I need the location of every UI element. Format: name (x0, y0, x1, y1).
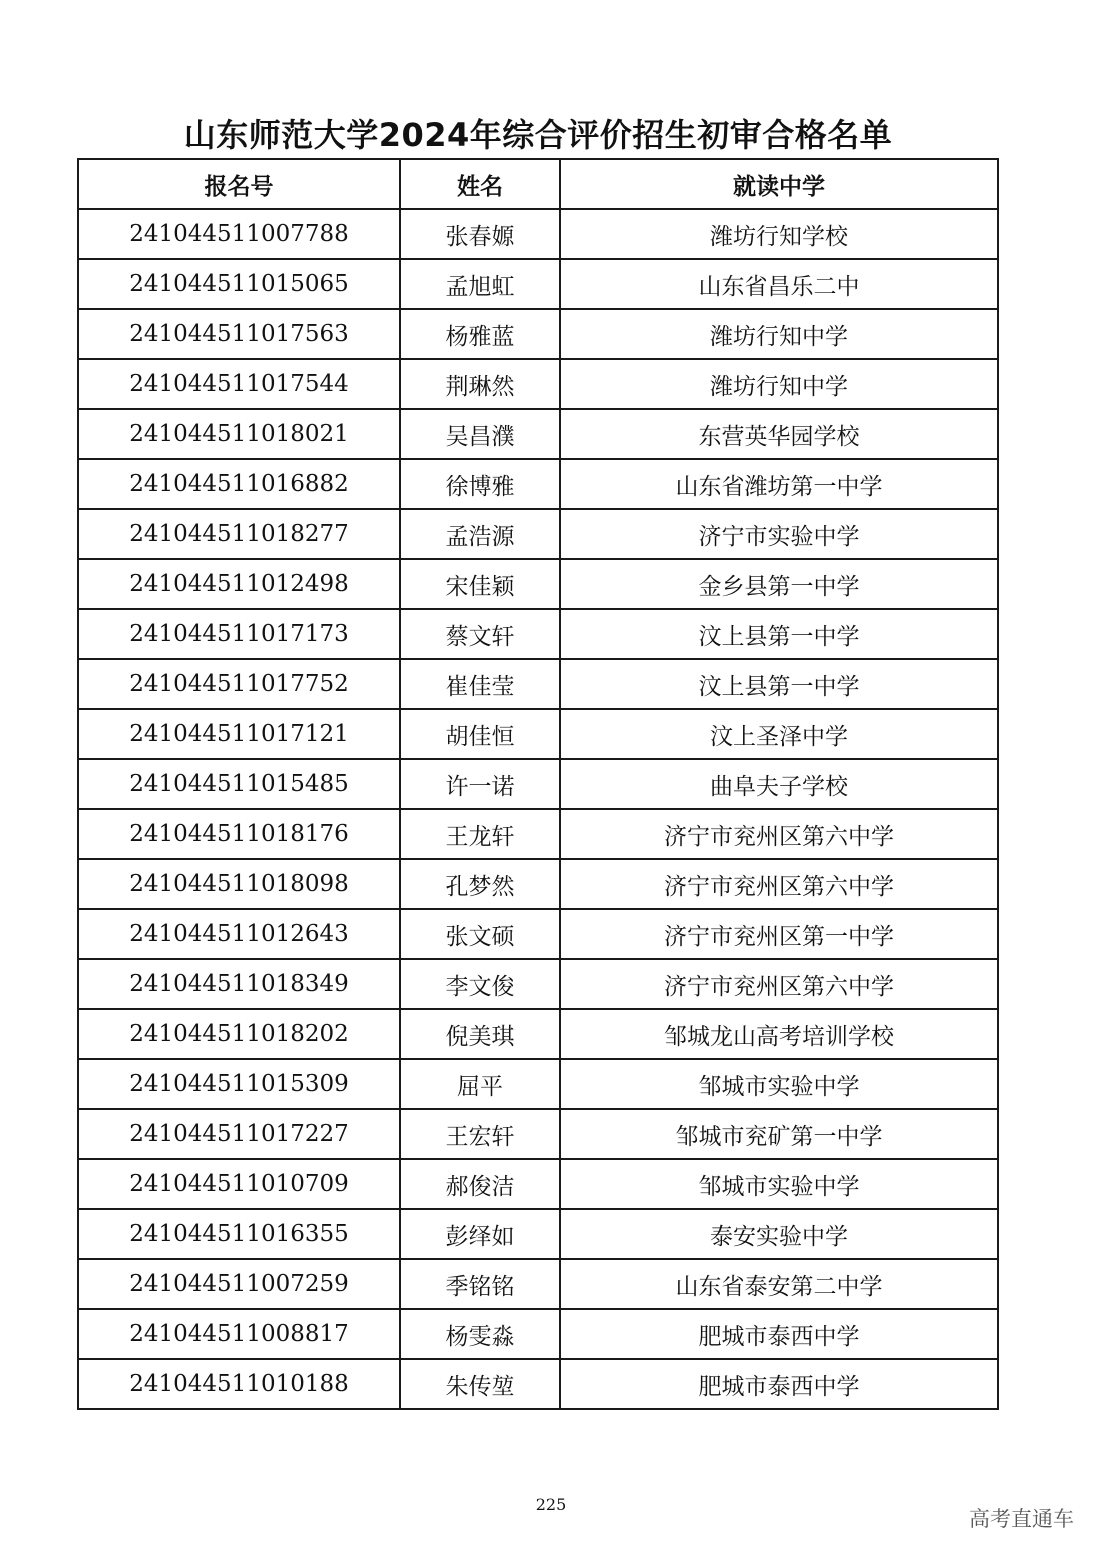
cell-registration-number: 241044511007788 (78, 209, 400, 259)
cell-school: 汶上县第一中学 (560, 659, 998, 709)
cell-school: 邹城市实验中学 (560, 1159, 998, 1209)
table-row (78, 1359, 998, 1409)
cell-registration-number: 241044511018021 (78, 409, 400, 459)
cell-name: 吴昌濮 (400, 409, 560, 459)
cell-name: 孟浩源 (400, 509, 560, 559)
cell-name: 许一诺 (400, 759, 560, 809)
table-row (78, 359, 998, 409)
table-row (78, 659, 998, 709)
cell-name: 杨雯淼 (400, 1309, 560, 1359)
cell-school: 邹城市实验中学 (560, 1059, 998, 1109)
cell-name: 王龙轩 (400, 809, 560, 859)
cell-registration-number: 241044511015065 (78, 259, 400, 309)
cell-name: 荆琳然 (400, 359, 560, 409)
cell-name: 倪美琪 (400, 1009, 560, 1059)
column-header-registration-number: 报名号 (78, 159, 400, 209)
table-row (78, 559, 998, 609)
cell-registration-number: 241044511017173 (78, 609, 400, 659)
cell-name: 彭绎如 (400, 1209, 560, 1259)
cell-name: 宋佳颖 (400, 559, 560, 609)
cell-school: 潍坊行知学校 (560, 209, 998, 259)
cell-school: 汶上县第一中学 (560, 609, 998, 659)
table-row (78, 1209, 998, 1259)
cell-registration-number: 241044511015485 (78, 759, 400, 809)
table-row (78, 1109, 998, 1159)
column-header-name: 姓名 (400, 159, 560, 209)
cell-registration-number: 241044511018176 (78, 809, 400, 859)
cell-school: 潍坊行知中学 (560, 309, 998, 359)
cell-name: 孟旭虹 (400, 259, 560, 309)
table-row (78, 209, 998, 259)
cell-registration-number: 241044511018098 (78, 859, 400, 909)
cell-name: 朱传堃 (400, 1359, 560, 1409)
table-row (78, 959, 998, 1009)
cell-school: 潍坊行知中学 (560, 359, 998, 409)
cell-school: 济宁市实验中学 (560, 509, 998, 559)
cell-name: 屈平 (400, 1059, 560, 1109)
table-body (78, 209, 998, 1409)
cell-school: 山东省昌乐二中 (560, 259, 998, 309)
cell-registration-number: 241044511010188 (78, 1359, 400, 1409)
cell-school: 泰安实验中学 (560, 1209, 998, 1259)
cell-registration-number: 241044511018202 (78, 1009, 400, 1059)
cell-school: 济宁市兖州区第一中学 (560, 909, 998, 959)
table-row (78, 259, 998, 309)
table-row (78, 1009, 998, 1059)
table-row (78, 1259, 998, 1309)
cell-school: 曲阜夫子学校 (560, 759, 998, 809)
cell-registration-number: 241044511016355 (78, 1209, 400, 1259)
cell-registration-number: 241044511008817 (78, 1309, 400, 1359)
table-row (78, 609, 998, 659)
cell-school: 肥城市泰西中学 (560, 1309, 998, 1359)
table-row (78, 709, 998, 759)
cell-registration-number: 241044511015309 (78, 1059, 400, 1109)
cell-name: 郝俊洁 (400, 1159, 560, 1209)
table-row (78, 509, 998, 559)
cell-school: 汶上圣泽中学 (560, 709, 998, 759)
cell-name: 徐博雅 (400, 459, 560, 509)
cell-name: 张春嫄 (400, 209, 560, 259)
cell-registration-number: 241044511007259 (78, 1259, 400, 1309)
table-row (78, 859, 998, 909)
table-row (78, 459, 998, 509)
cell-school: 东营英华园学校 (560, 409, 998, 459)
page-number: 225 (535, 1495, 567, 1514)
cell-name: 胡佳恒 (400, 709, 560, 759)
cell-school: 济宁市兖州区第六中学 (560, 859, 998, 909)
cell-name: 王宏轩 (400, 1109, 560, 1159)
table-row (78, 309, 998, 359)
table-row (78, 1159, 998, 1209)
cell-name: 蔡文轩 (400, 609, 560, 659)
cell-school: 邹城龙山高考培训学校 (560, 1009, 998, 1059)
table-row (78, 909, 998, 959)
cell-registration-number: 241044511018277 (78, 509, 400, 559)
cell-registration-number: 241044511016882 (78, 459, 400, 509)
cell-name: 杨雅蓝 (400, 309, 560, 359)
cell-registration-number: 241044511012498 (78, 559, 400, 609)
cell-school: 肥城市泰西中学 (560, 1359, 998, 1409)
cell-registration-number: 241044511018349 (78, 959, 400, 1009)
cell-name: 李文俊 (400, 959, 560, 1009)
cell-school: 山东省潍坊第一中学 (560, 459, 998, 509)
cell-registration-number: 241044511017121 (78, 709, 400, 759)
cell-registration-number: 241044511017227 (78, 1109, 400, 1159)
cell-school: 济宁市兖州区第六中学 (560, 959, 998, 1009)
admission-list-table (77, 158, 999, 1410)
watermark: 高考直通车 (969, 1507, 1074, 1531)
table-row (78, 809, 998, 859)
cell-name: 季铭铭 (400, 1259, 560, 1309)
cell-registration-number: 241044511017544 (78, 359, 400, 409)
cell-registration-number: 241044511012643 (78, 909, 400, 959)
cell-name: 孔梦然 (400, 859, 560, 909)
table-header (78, 159, 998, 209)
header-row (78, 159, 998, 209)
cell-school: 金乡县第一中学 (560, 559, 998, 609)
cell-registration-number: 241044511017752 (78, 659, 400, 709)
table-row (78, 759, 998, 809)
cell-school: 山东省泰安第二中学 (560, 1259, 998, 1309)
cell-registration-number: 241044511010709 (78, 1159, 400, 1209)
page-title: 山东师范大学2024年综合评价招生初审合格名单 (183, 116, 893, 154)
cell-name: 张文硕 (400, 909, 560, 959)
table-row (78, 1059, 998, 1109)
cell-name: 崔佳莹 (400, 659, 560, 709)
cell-school: 济宁市兖州区第六中学 (560, 809, 998, 859)
column-header-school: 就读中学 (560, 159, 998, 209)
table-row (78, 409, 998, 459)
cell-registration-number: 241044511017563 (78, 309, 400, 359)
table-row (78, 1309, 998, 1359)
cell-school: 邹城市兖矿第一中学 (560, 1109, 998, 1159)
